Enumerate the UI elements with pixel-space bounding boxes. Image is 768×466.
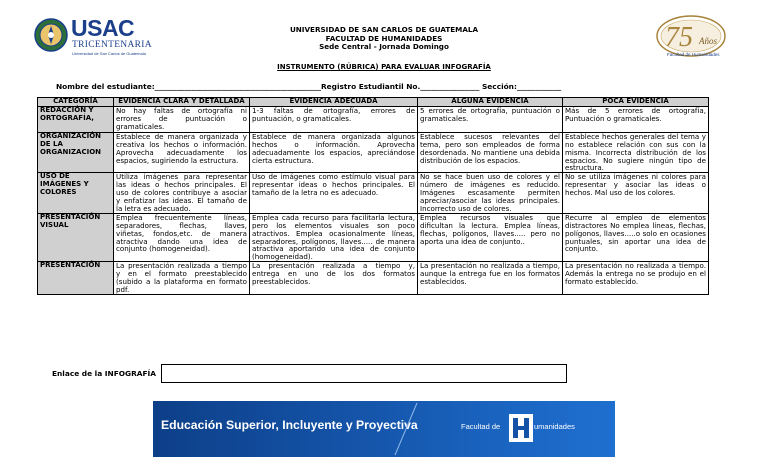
enlace-input-box[interactable] <box>161 364 567 383</box>
criterion-cell: Establece sucesos relevantes del tema, pero son empleados de forma desordenada. No mantiene una debida distribución de los espacios. <box>418 132 563 173</box>
criterion-cell: No hay faltas de ortografía ni errores de puntuación o gramaticales. <box>114 106 250 132</box>
table-row <box>38 106 709 132</box>
rubric-table <box>37 97 709 295</box>
criterion-cell: Emplea frecuentemente líneas, separadores, flechas, llaves, viñetas, fondos,etc. de manera atractiva dando una idea de conjunto (homogeneidad). <box>114 213 250 261</box>
criterion-cell: Recurre al empleo de elementos distractores No emplea líneas, flechas, polígonos, llaves.....o solo en ocasiones puntuales, sin aportar una idea de conjunto. <box>563 213 709 261</box>
table-row <box>38 262 709 295</box>
criterion-cell: Establece de manera organizada algunos hechos o información. Aprovecha adecuadamente los espacios, apreciándose cierta estructura. <box>250 132 418 173</box>
anniversary-caption: Facultad de Humanidades <box>667 52 720 57</box>
category-cell: USO DE IMÁGENES Y COLORES <box>38 173 114 214</box>
usac-seal-icon <box>34 18 68 52</box>
usac-logo-line1: TRICENTENARIA <box>72 40 152 50</box>
banner-slogan: Educación Superior, Incluyente y Proyectiva <box>161 418 418 432</box>
institution-header <box>250 26 518 52</box>
anniversary-number: 75 <box>665 22 693 53</box>
criterion-cell: No se utiliza imágenes ni colores para representar y asociar las ideas o hechos. Mal uso de los colores. <box>563 173 709 214</box>
table-row <box>38 132 709 173</box>
university-name: UNIVERSIDAD DE SAN CARLOS DE GUATEMALA <box>289 25 479 34</box>
rubric-header-row <box>38 98 709 107</box>
criterion-cell: Emplea cada recurso para facilitarla lectura, pero los elementos visuales son poco atractivos. Emplea ocasionalmente líneas, separadores, polígonos, llaves..... de manera atractiva aportando una idea de conjunto (homogeneidad). <box>250 213 418 261</box>
table-row <box>38 213 709 261</box>
footer-banner <box>153 401 615 457</box>
criterion-cell: 5 errores de ortografía, puntuación o gramaticales. <box>418 106 563 132</box>
humanidades-h-icon <box>509 414 533 442</box>
enlace-label: Enlace de la INFOGRAFÍA <box>52 369 157 378</box>
criterion-cell: La presentación realizada a tiempo y en el formato preestablecido (subido a la plataforma en formato pdf. <box>114 262 250 295</box>
usac-logo-line2: Universidad de San Carlos de Guatemala <box>72 51 146 56</box>
student-fields-line: Nombre del estudiante:_____________________________________________Registro Estudiantil No.________________ Sección:____________ <box>56 82 562 91</box>
category-cell: ORGANIZACIÓN DE LA ORGANIZACION <box>38 132 114 173</box>
category-cell: PRESENTACIÓN VISUAL <box>38 213 114 261</box>
criterion-cell: Establece hechos generales del tema y no establece relación con sus con la misma. Incorrecta distribución de los espacios. No sugiere ningún tipo de estructura. <box>563 132 709 173</box>
criterion-cell: Utiliza imágenes para representar las ideas o hechos principales. El uso de colores contribuye a asociar y enfatizar las ideas. El tamaño de la letra es adecuado. <box>114 173 250 214</box>
anniversary-word: Años <box>699 36 717 46</box>
criterion-cell: No se hace buen uso de colores y el número de imágenes es reducido. Imágenes escasamente permiten apreciar/asociar las ideas principales. Incorrecto uso de colores. <box>418 173 563 214</box>
anniversary-75-logo <box>643 14 729 62</box>
faculty-name: FACULTAD DE HUMANIDADES <box>325 33 443 43</box>
header-evidencia-adecuada: EVIDENCIA ADECUADA <box>250 98 418 107</box>
campus-name: Sede Central - Jornada Domingo <box>319 42 449 52</box>
criterion-cell: La presentación no realizada a tiempo. Además la entrega no se produjo en el formato establecido. <box>563 262 709 295</box>
criterion-cell: La presentación realizada a tiempo y, entrega en uno de los dos formatos preestablecidos. <box>250 262 418 295</box>
table-row <box>38 173 709 214</box>
category-cell: PRESENTACIÓN <box>38 262 114 295</box>
criterion-cell: Más de 5 errores de ortografía, Puntuación o gramaticales. <box>563 106 709 132</box>
category-cell: REDACCIÓN Y ORTOGRAFÍA, <box>38 106 114 132</box>
header-evidencia-clara: EVIDENCIA CLARA Y DETALLADA <box>114 98 250 107</box>
header-poca-evidencia: POCA EVIDENCIA <box>563 98 709 107</box>
document-title: INSTRUMENTO (RÚBRICA) PARA EVALUAR INFOGRAFÍA <box>277 63 491 71</box>
header-categoria: CATEGORÍA <box>38 98 114 107</box>
banner-divider-icon <box>391 401 421 457</box>
usac-logo <box>34 16 152 60</box>
criterion-cell: Uso de imágenes como estímulo visual para representar ideas o hechos principales. El tamaño de la letra no es adecuado. <box>250 173 418 214</box>
banner-facultad-rest: umanidades <box>534 422 575 431</box>
criterion-cell: 1-3 faltas de ortografía, errores de puntuación, o gramaticales. <box>250 106 418 132</box>
criterion-cell: La presentación no realizada a tiempo, aunque la entrega fue en los formatos establecidos. <box>418 262 563 295</box>
banner-facultad-label: Facultad de <box>461 422 501 431</box>
criterion-cell: Establece de manera organizada y creativa los hechos o información. Aprovecha adecuadamente los espacios, sugiriendo la estructura. <box>114 132 250 173</box>
usac-logo-name: USAC <box>71 15 135 41</box>
header-alguna-evidencia: ALGUNA EVIDENCIA <box>418 98 563 107</box>
criterion-cell: Emplea recursos visuales que dificultan la lectura. Emplea líneas, flechas, polígonos, llaves..... pero no aporta una idea de conjunto.. <box>418 213 563 261</box>
